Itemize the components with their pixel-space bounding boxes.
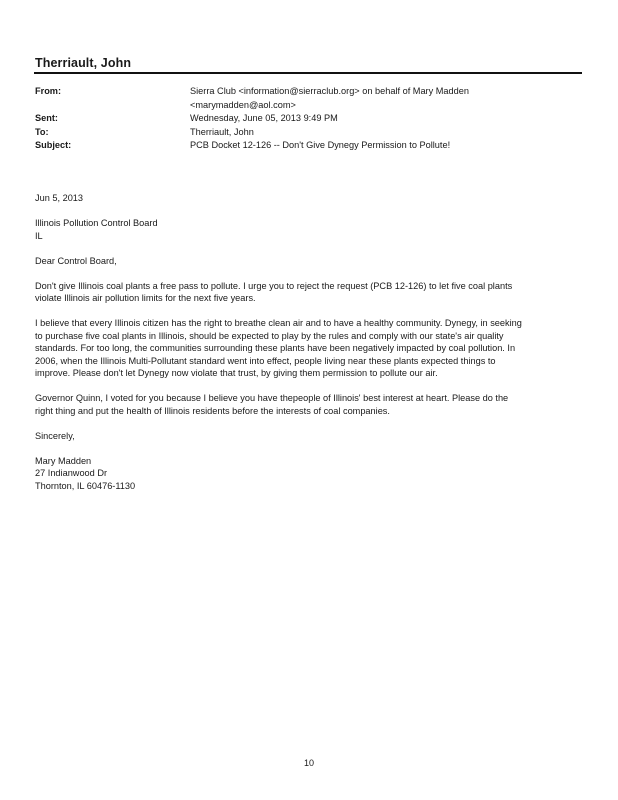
from-row bbox=[35, 85, 583, 112]
paragraph-2-line: 2006, when the Illinois Multi-Pollutant standard went into effect, people living near these plants expected things to bbox=[35, 355, 496, 366]
sent-label: Sent: bbox=[35, 113, 58, 123]
paragraph-1-line: Don't give Illinois coal plants a free pass to pollute. I urge you to reject the request (PCB 12-126) to let five coal plants bbox=[35, 280, 513, 291]
signature-name: Mary Madden bbox=[35, 455, 92, 466]
paragraph-1-line: violate Illinois air pollution limits for the next five years. bbox=[35, 293, 256, 303]
signature-address: 27 Indianwood Dr bbox=[35, 468, 108, 478]
paragraph-3 bbox=[35, 392, 585, 417]
sent-row bbox=[35, 112, 583, 126]
paragraph-2-line: improve. Please don't let Dynegy now violate that trust, by giving them permission to pollute our air. bbox=[35, 368, 438, 378]
paragraph-2-line: standards. For too long, the communities surrounding these plants have been negatively impacted by coal pollution. In bbox=[35, 343, 516, 353]
paragraph-2 bbox=[35, 317, 585, 380]
paragraph-3-line: Governor Quinn, I voted for you because I believe you have thepeople of Illinois' best interest at heart. Please do the bbox=[35, 393, 509, 403]
from-value-line2: <marymadden@aol.com> bbox=[190, 99, 296, 110]
email-body bbox=[35, 192, 585, 505]
mailbox-owner-name: Therriault, John bbox=[35, 56, 132, 70]
email-header bbox=[35, 85, 583, 153]
from-label: From: bbox=[35, 86, 62, 96]
to-label: To: bbox=[35, 126, 49, 137]
recipient-line1: Illinois Pollution Control Board bbox=[35, 218, 158, 228]
signature-block bbox=[35, 455, 585, 493]
paragraph-2-line: to purchase five coal plants in Illinois, should be expected to play by the rules and comply with our state's air quality bbox=[35, 330, 504, 341]
closing: Sincerely, bbox=[35, 430, 75, 441]
subject-label: Subject: bbox=[35, 140, 72, 150]
recipient-line2: IL bbox=[35, 230, 43, 241]
recipient-block bbox=[35, 217, 585, 242]
sent-value: Wednesday, June 05, 2013 9:49 PM bbox=[190, 113, 338, 123]
from-value-line1: Sierra Club <information@sierraclub.org> on behalf of Mary Madden bbox=[190, 86, 469, 96]
page-number: 10 bbox=[303, 758, 314, 768]
header-divider bbox=[34, 72, 582, 74]
to-value: Therriault, John bbox=[190, 126, 254, 137]
subject-value: PCB Docket 12-126 -- Don't Give Dynegy Permission to Pollute! bbox=[190, 140, 451, 150]
signature-city: Thornton, IL 60476-1130 bbox=[35, 480, 136, 491]
from-value bbox=[190, 85, 583, 112]
paragraph-3-line: right thing and put the health of Illinois residents before the interests of coal companies. bbox=[35, 405, 390, 416]
to-row bbox=[35, 126, 583, 140]
salutation: Dear Control Board, bbox=[35, 255, 117, 266]
subject-row bbox=[35, 139, 583, 153]
paragraph-1 bbox=[35, 280, 585, 305]
paragraph-2-line: I believe that every Illinois citizen has the right to breathe clean air and to have a healthy community. Dynegy, in seeking bbox=[35, 318, 522, 328]
letter-date: Jun 5, 2013 bbox=[35, 193, 84, 203]
